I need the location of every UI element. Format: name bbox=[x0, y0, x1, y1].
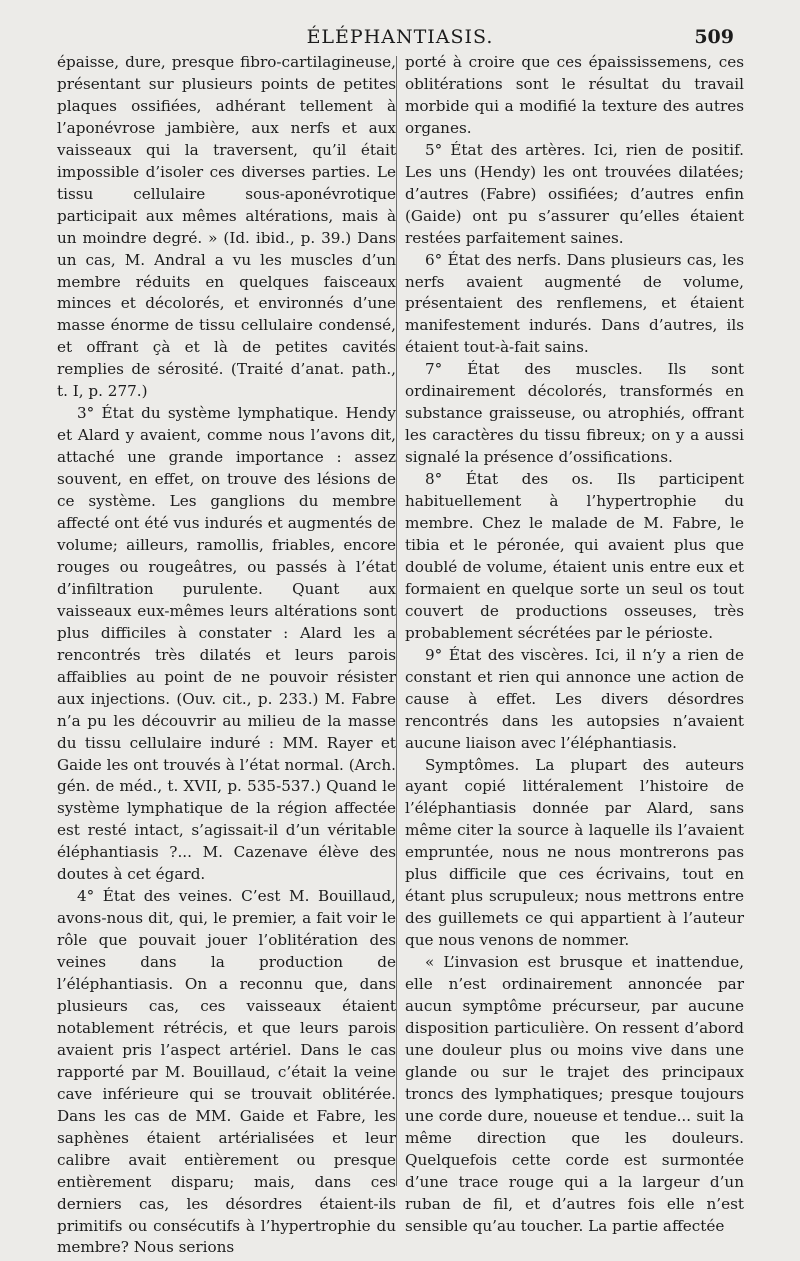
left-column bbox=[57, 52, 396, 1259]
paragraph: 8° État des os. Ils participent habituellement à l’hypertrophie du membre. Chez le malade de M. Fabre, le tibia et le péronée, qui avaient plus que doublé de volume, étaient unis entre eux et formaient en quelque sorte un seul os tout couvert de productions osseuses, très probablement sécrétées par le périoste. bbox=[405, 470, 744, 642]
paragraph: 5° État des artères. Ici, rien de positif. Les uns (Hendy) les ont trouvées dilatées; d’autres (Fabre) ossifiées; d’autres enfin (Gaide) ont pu s’assurer qu’elles étaient restées parfaitement saines. bbox=[405, 140, 744, 247]
paragraph: épaisse, dure, presque fibro-cartilagineuse, présentant sur plusieurs points de petites plaques ossifiées, adhérant tellement à l’aponévrose jambière, aux nerfs et aux vaisseaux qui la traversent, qu’il était impossible d’isoler ces diverses parties. Le tissu cellulaire sous-aponévrotique participait aux mêmes altérations, mais à un moindre degré. » (Id. ibid., p. 39.) Dans un cas, M. Andral a vu les muscles d’un membre réduits en quelques faisceaux minces et décolorés, et environnés d’une masse énorme de tissu cellulaire condensé, et offrant çà et là de petites cavités remplies de sérosité. (Traité d’anat. path., t. I, p. 277.) bbox=[57, 53, 396, 401]
right-column bbox=[405, 52, 744, 1237]
paragraph: 4° État des veines. C’est M. Bouillaud, avons-nous dit, qui, le premier, a fait voir le rôle que pouvait jouer l’oblitération des veines dans la production de l’éléphantiasis. On a reconnu que, dans plusieurs cas, ces vaisseaux étaient notablement rétrécis, et que leurs parois avaient pris l’aspect artériel. Dans le cas rapporté par M. Bouillaud, c’était la veine cave inférieure qui se trouvait oblitérée. Dans les cas de MM. Gaide et Fabre, les saphènes étaient artérialisées et leur calibre avait entièrement ou presque entièrement disparu; mais, dans ces derniers cas, les désordres étaient-ils primitifs ou consécutifs à l’hypertrophie du membre? Nous serions bbox=[57, 887, 396, 1257]
page-number: 509 bbox=[694, 26, 734, 48]
paragraph: 9° État des viscères. Ici, il n’y a rien de constant et rien qui annonce une action de cause à effet. Les divers désordres rencontrés dans les autopsies n’avaient aucune liaison avec l’éléphantiasis. bbox=[405, 645, 744, 752]
column-divider bbox=[396, 56, 397, 1186]
paragraph: Symptômes. La plupart des auteurs ayant copié littéralement l’histoire de l’éléphantiasis donnée par Alard, sans même citer la source à laquelle ils l’avaient empruntée, nous ne nous montrerons pas plus difficile que ces écrivains, tout en étant plus scrupuleux; nous mettrons entre des guillemets ce qui appartient à l’auteur que nous venons de nommer. bbox=[405, 755, 744, 950]
paragraph: « L’invasion est brusque et inattendue, elle n’est ordinairement annoncée par aucun symptôme précurseur, par aucune disposition particulière. On ressent d’abord une douleur plus ou moins vive dans une glande ou sur le trajet des principaux troncs des lymphatiques; presque toujours une corde dure, noueuse et tendue... suit la même direction que les douleurs. Quelquefois cette corde est surmontée d’une trace rouge qui a la largeur d’un ruban de fil, et d’autres fois elle n’est sensible qu’au toucher. La partie affectée bbox=[405, 953, 744, 1235]
paragraph: 3° État du système lymphatique. Hendy et Alard y avaient, comme nous l’avons dit, attaché une grande importance : assez souvent, en effet, on trouve des lésions de ce système. Les ganglions du membre affecté ont été vus indurés et augmentés de volume; ailleurs, ramollis, friables, encore rouges ou rougeâtres, ou passés à l’état d’infiltration purulente. Quant aux vaisseaux eux-mêmes leurs altérations sont plus difficiles à constater : Alard les a rencontrés très dilatés et leurs parois affaiblies au point de ne pouvoir résister aux injections. (Ouv. cit., p. 233.) M. Fabre n’a pu les découvrir au milieu de la masse du tissu cellulaire induré : MM. Rayer et Gaide les ont trouvés à l’état normal. (Arch. gén. de méd., t. XVII, p. 535-537.) Quand le système lymphatique de la région affectée est resté intact, s’agissait-il d’un véritable éléphantiasis ?... M. Cazenave élève des doutes à cet égard. bbox=[57, 404, 396, 884]
paragraph: 6° État des nerfs. Dans plusieurs cas, les nerfs avaient augmenté de volume, présentaient des renflemens, et étaient manifestement indurés. Dans d’autres, ils étaient tout-à-fait sains. bbox=[405, 250, 744, 357]
paragraph: porté à croire que ces épaississemens, ces oblitérations sont le résultat du travail morbide qui a modifié la texture des autres organes. bbox=[405, 53, 744, 137]
paragraph: 7° État des muscles. Ils sont ordinairement décolorés, transformés en substance graisseuse, ou atrophiés, offrant les caractères du tissu fibreux; on y a aussi signalé la présence d’ossifications. bbox=[405, 360, 744, 467]
running-title: ÉLÉPHANTIASIS. bbox=[306, 26, 494, 48]
page-header bbox=[0, 26, 800, 50]
